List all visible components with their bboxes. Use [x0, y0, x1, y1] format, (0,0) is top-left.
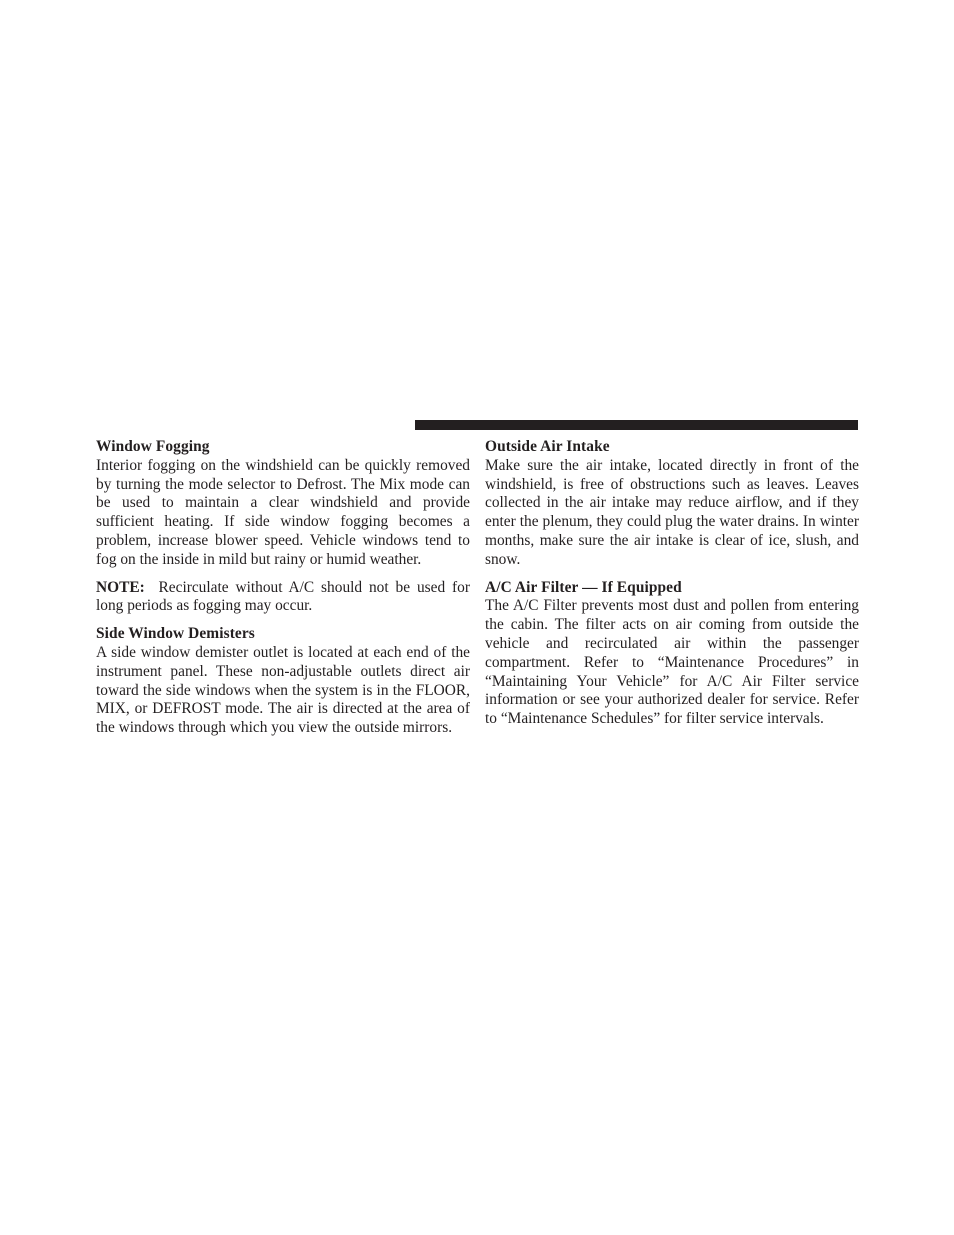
ac-air-filter-body: The A/C Filter prevents most dust and pollen from entering the cabin. The filter acts on air coming from outside the vehicle and recirculated air within the passenger compartment. Refer to “Maintenance Procedures” in “Maintaining Your Vehicle” for A/C Air Filter service information or see your authorized dealer for service. Refer to “Maintenance Schedules” for filter service intervals.: [485, 597, 859, 728]
section-header-bar: [415, 420, 858, 430]
note-paragraph: [96, 579, 470, 617]
window-fogging-heading: Window Fogging: [96, 438, 210, 455]
note-text: Recirculate without A/C should not be used for long periods as fogging may occur.: [96, 578, 470, 615]
note-label: NOTE:: [96, 578, 145, 596]
outside-air-intake-section: [485, 438, 859, 570]
side-window-demisters-heading: Side Window Demisters: [96, 625, 255, 643]
outside-air-intake-heading: Outside Air Intake: [485, 438, 610, 455]
outside-air-intake-body: Make sure the air intake, located directly in front of the windshield, is free of obstructions such as leaves. Leaves collected in the air intake may reduce airflow, and if they enter the plenum, they could plug the water drains. In winter months, make sure the air intake is clear of ice, slush, and snow.: [485, 456, 859, 568]
right-column: [485, 438, 859, 738]
left-column: [96, 438, 470, 747]
ac-air-filter-section: [485, 579, 859, 729]
window-fogging-section: [96, 438, 470, 570]
ac-air-filter-heading: A/C Air Filter — If Equipped: [485, 578, 682, 596]
side-window-demisters-body: A side window demister outlet is located at each end of the instrument panel. These non-adjustable outlets direct air toward the side windows when the system is in the FLOOR, MIX, or DEFROST mode. The air is directed at the area of the windows through which you view the outside mirrors.: [96, 643, 470, 737]
side-window-demisters-section: [96, 625, 470, 738]
window-fogging-body: Interior fogging on the windshield can be quickly removed by turning the mode selector to Defrost. The Mix mode can be used to maintain a clear windshield and provide sufficient heating. If side window fogging becomes a problem, increase blower speed. Vehicle windows tend to fog on the inside in mild but rainy or humid weather.: [96, 456, 470, 568]
